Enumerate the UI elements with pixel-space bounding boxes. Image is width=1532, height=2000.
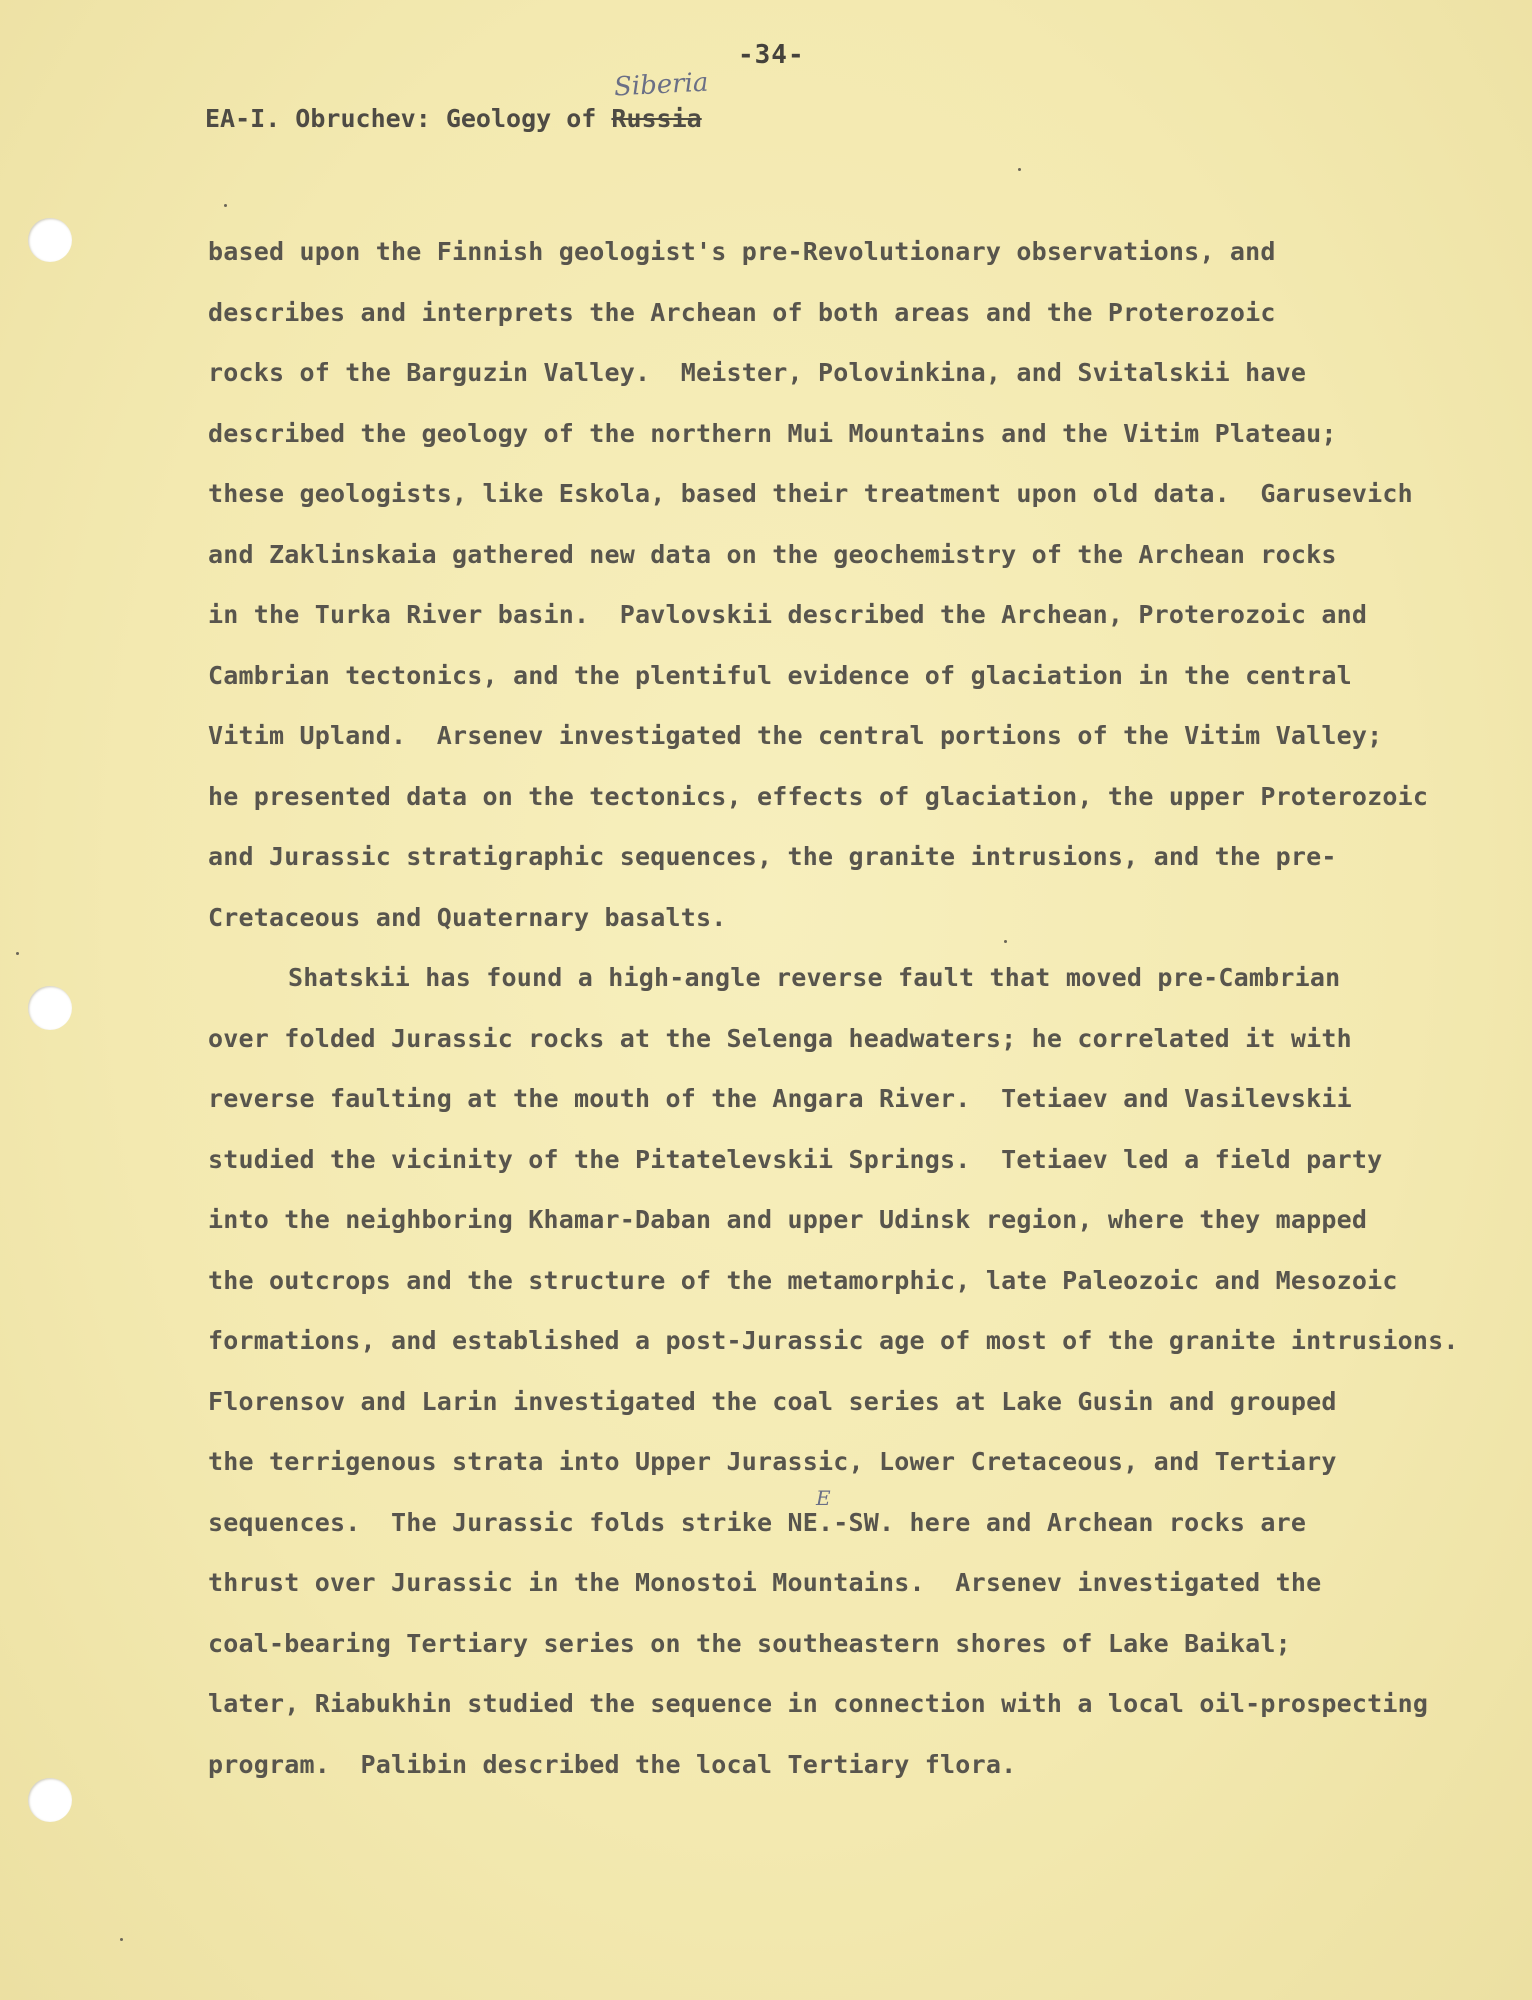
header-title: EA-I. Obruchev: Geology of xyxy=(205,104,612,133)
header-struck-word: Russia xyxy=(611,104,702,133)
text-line: program. Palibin described the local Tertiary flora. xyxy=(208,1749,1017,1779)
text-line: Vitim Upland. Arsenev investigated the central portions of the Vitim Valley; xyxy=(208,721,1383,750)
paper-speck xyxy=(1004,940,1007,943)
handwritten-insert: Siberia xyxy=(613,67,710,103)
text-line: over folded Jurassic rocks at the Selenga headwaters; he correlated it with xyxy=(208,1023,1352,1053)
text-line: thrust over Jurassic in the Monostoi Mountains. Arsenev investigated the xyxy=(208,1568,1322,1597)
body-text xyxy=(208,222,1468,1795)
text-line: based upon the Finnish geologist's pre-Revolutionary observations, and xyxy=(208,237,1276,266)
text-line: in the Turka River basin. Pavlovskii described the Archean, Proterozoic and xyxy=(208,600,1368,629)
text-line: reverse faulting at the mouth of the Angara River. Tetiaev and Vasilevskii xyxy=(208,1084,1352,1113)
handwritten-correction: E xyxy=(816,1486,831,1510)
text-line: he presented data on the tectonics, effects of glaciation, the upper Proterozoic xyxy=(208,781,1429,811)
binder-hole-top xyxy=(28,218,72,262)
text-line: later, Riabukhin studied the sequence in connection with a local oil-prospecting xyxy=(208,1689,1429,1718)
text-line: studied the vicinity of the Pitatelevskii Springs. Tetiaev led a field party xyxy=(208,1144,1383,1174)
text-line: the terrigenous strata into Upper Jurassic, Lower Cretaceous, and Tertiary xyxy=(208,1447,1337,1476)
paper-speck xyxy=(224,204,227,207)
text-line: sequences. The Jurassic folds strike NE.-SW. here and Archean rocks are xyxy=(208,1507,1307,1537)
text-line: Shatskii has found a high-angle reverse fault that moved pre-Cambrian xyxy=(288,963,1341,992)
text-line: rocks of the Barguzin Valley. Meister, Polovinkina, and Svitalskii have xyxy=(208,358,1307,387)
text-line: Cretaceous and Quaternary basalts. xyxy=(208,902,727,932)
text-line: and Jurassic stratigraphic sequences, the granite intrusions, and the pre- xyxy=(208,842,1337,871)
text-line: Florensov and Larin investigated the coal series at Lake Gusin and grouped xyxy=(208,1386,1337,1416)
text-line: into the neighboring Khamar-Daban and upper Udinsk region, where they mapped xyxy=(208,1205,1368,1234)
text-line: and Zaklinskaia gathered new data on the geochemistry of the Archean rocks xyxy=(208,539,1337,569)
text-line: Cambrian tectonics, and the plentiful evidence of glaciation in the central xyxy=(208,660,1352,690)
text-line: described the geology of the northern Mui Mountains and the Vitim Plateau; xyxy=(208,418,1337,448)
paper-speck xyxy=(120,1938,123,1941)
paper-speck xyxy=(16,952,19,955)
text-line: describes and interprets the Archean of both areas and the Proterozoic xyxy=(208,297,1276,327)
binder-hole-middle xyxy=(28,986,72,1030)
paper-speck xyxy=(1018,168,1021,171)
text-line: formations, and established a post-Jurassic age of most of the granite intrusions. xyxy=(208,1326,1459,1355)
text-line: coal-bearing Tertiary series on the southeastern shores of Lake Baikal; xyxy=(208,1628,1291,1658)
text-line: these geologists, like Eskola, based their treatment upon old data. Garusevich xyxy=(208,479,1413,508)
text-line: the outcrops and the structure of the metamorphic, late Paleozoic and Mesozoic xyxy=(208,1265,1398,1295)
page-header xyxy=(205,104,702,133)
binder-hole-bottom xyxy=(28,1778,72,1822)
page-number: -34- xyxy=(738,40,805,70)
